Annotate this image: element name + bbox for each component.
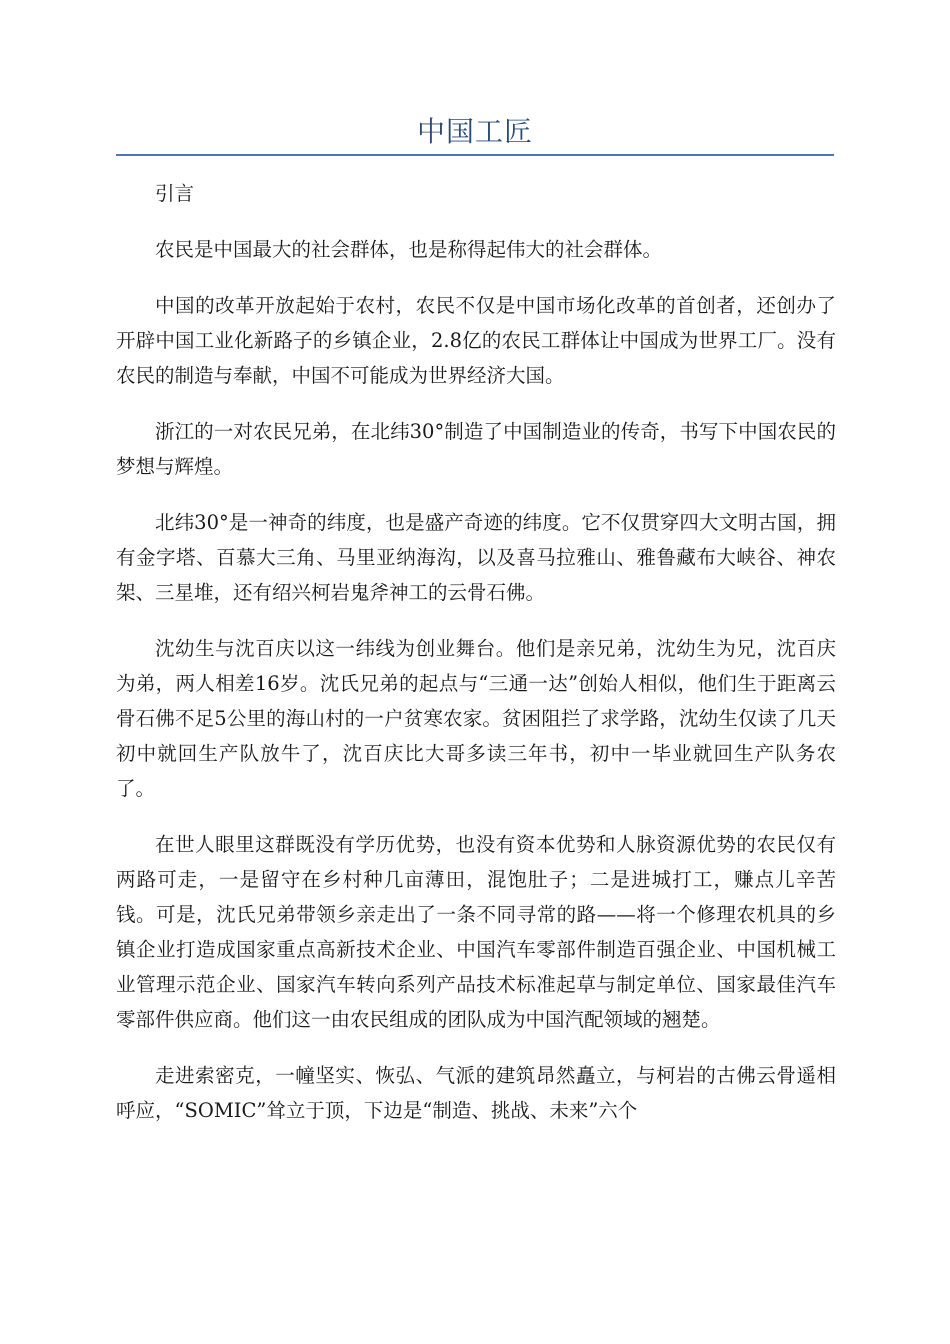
paragraph: 中国的改革开放起始于农村，农民不仅是中国市场化改革的首创者，还创办了开辟中国工业化新路子的乡镇企业，2.8亿的农民工群体让中国成为世界工厂。没有农民的制造与奉献，中国不可能成为世界经济大国。	[116, 294, 836, 387]
document-body	[116, 176, 836, 1149]
title-underline	[116, 154, 834, 156]
paragraph: 沈幼生与沈百庆以这一纬线为创业舞台。他们是亲兄弟，沈幼生为兄，沈百庆为弟，两人相差16岁。沈氏兄弟的起点与“三通一达”创始人相似，他们生于距离云骨石佛不足5公里的海山村的一户贫寒农家。贫困阻拦了求学路，沈幼生仅读了几天初中就回生产队放牛了，沈百庆比大哥多读三年书，初中一毕业就回生产队务农了。	[116, 637, 836, 800]
paragraph-intro-heading: 引言	[155, 182, 195, 205]
paragraph: 走进索密克，一幢坚实、恢弘、气派的建筑昂然矗立，与柯岩的古佛云骨遥相呼应，“SOMIC”耸立于顶，下边是“制造、挑战、未来”六个	[116, 1064, 836, 1122]
document-title: 中国工匠	[416, 115, 533, 148]
paragraph: 北纬30°是一神奇的纬度，也是盛产奇迹的纬度。它不仅贯穿四大文明古国，拥有金字塔、百慕大三角、马里亚纳海沟，以及喜马拉雅山、雅鲁藏布大峡谷、神农架、三星堆，还有绍兴柯岩鬼斧神工的云骨石佛。	[116, 511, 836, 604]
paragraph: 浙江的一对农民兄弟，在北纬30°制造了中国制造业的传奇，书写下中国农民的梦想与辉煌。	[116, 420, 836, 478]
paragraph: 农民是中国最大的社会群体，也是称得起伟大的社会群体。	[155, 238, 663, 261]
paragraph: 在世人眼里这群既没有学历优势，也没有资本优势和人脉资源优势的农民仅有两路可走，一是留守在乡村种几亩薄田，混饱肚子；二是进城打工，赚点儿辛苦钱。可是，沈氏兄弟带领乡亲走出了一条不同寻常的路——将一个修理农机具的乡镇企业打造成国家重点高新技术企业、中国汽车零部件制造百强企业、中国机械工业管理示范企业、国家汽车转向系列产品技术标准起草与制定单位、国家最佳汽车零部件供应商。他们这一由农民组成的团队成为中国汽配领域的翘楚。	[116, 833, 836, 1031]
